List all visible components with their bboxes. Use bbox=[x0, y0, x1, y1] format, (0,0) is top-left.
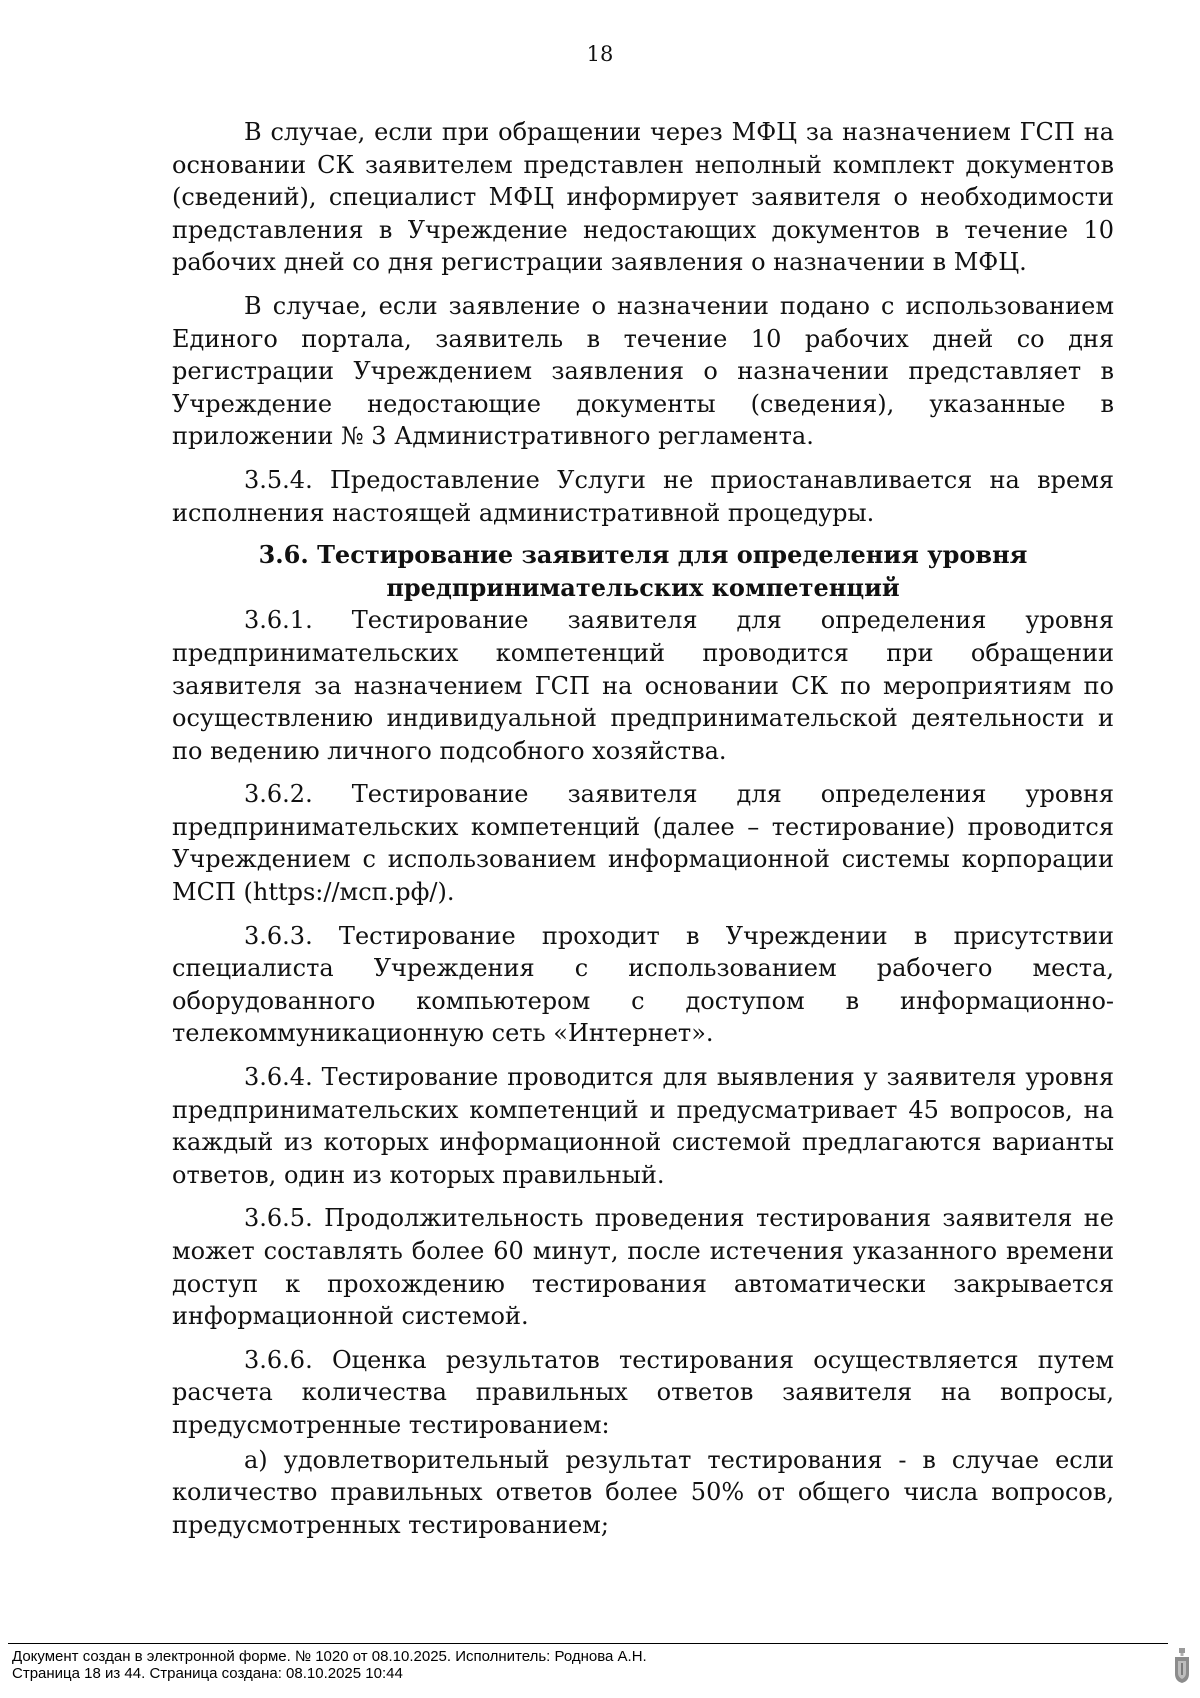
paragraph-3-6-4: 3.6.4. Тестирование проводится для выявления у заявителя уровня предпринимательских компетенций и предусматривает 45 вопросов, на каждый из которых информационной системой предлагаются варианты ответов, один из которых правильный. bbox=[172, 1063, 1114, 1189]
paragraph-mfc-incomplete-documents: В случае, если при обращении через МФЦ за назначением ГСП на основании СК заявителем представлен неполный комплект документов (сведений), специалист МФЦ информирует заявителя о необходимости представления в Учреждение недостающих документов в течение 10 рабочих дней со дня регистрации заявления о назначении в МФЦ. bbox=[172, 118, 1114, 277]
section-heading-line-2: предпринимательских компетенций bbox=[386, 572, 900, 602]
paragraph-3-6-1: 3.6.1. Тестирование заявителя для определения уровня предпринимательских компетенций проводится при обращении заявителя за назначением ГСП на основании СК по мероприятиям по осуществлению индивидуальной предпринимательской деятельности и по ведению личного подсобного хозяйства. bbox=[172, 606, 1114, 765]
document-footer bbox=[12, 1648, 647, 1682]
paragraph-3-6-2: 3.6.2. Тестирование заявителя для определения уровня предпринимательских компетенций (далее – тестирование) проводится Учреждением с использованием информационной системы корпорации МСП (https://мсп.рф/). bbox=[172, 780, 1114, 907]
paragraph-3-6-5: 3.6.5. Продолжительность проведения тестирования заявителя не может составлять более 60 минут, после истечения указанного времени доступ к прохождению тестирования автоматически закрывается информационной системой. bbox=[172, 1204, 1114, 1331]
paragraph-3-6-3: 3.6.3. Тестирование проходит в Учреждении в присутствии специалиста Учреждения с использованием рабочего места, оборудованного компьютером с доступом в информационно-телекоммуникационную сеть «Интернет». bbox=[172, 921, 1114, 1048]
paragraph-3-6-6-a: а) удовлетворительный результат тестирования - в случае если количество правильных ответов более 50% от общего числа вопросов, предусмотренных тестированием; bbox=[172, 1445, 1114, 1539]
paragraph-single-portal: В случае, если заявление о назначении подано с использованием Единого портала, заявитель в течение 10 рабочих дней со дня регистрации Учреждением заявления о назначении представляет в Учреждение недостающие документы (сведения), указанные в приложении № 3 Административного регламента. bbox=[172, 291, 1114, 451]
paragraph-3-5-4: 3.5.4. Предоставление Услуги не приостанавливается на время исполнения настоящей административной процедуры. bbox=[172, 465, 1114, 527]
section-heading-3-6 bbox=[172, 539, 1114, 604]
paragraph-3-6-6: 3.6.6. Оценка результатов тестирования осуществляется путем расчета количества правильных ответов заявителя на вопросы, предусмотренные тестированием: bbox=[172, 1345, 1114, 1439]
footer-line-page-info: Страница 18 из 44. Страница создана: 08.10.2025 10:44 bbox=[12, 1665, 403, 1682]
footer-line-document-info: Документ создан в электронной форме. № 1020 от 08.10.2025. Исполнитель: Роднова А.Н. bbox=[12, 1648, 647, 1665]
section-heading-line-1: 3.6. Тестирование заявителя для определения уровня bbox=[258, 540, 1028, 570]
document-body bbox=[172, 116, 1114, 1541]
coat-of-arms-icon bbox=[1172, 1648, 1192, 1684]
page-number: 18 bbox=[586, 42, 614, 66]
footer-divider bbox=[8, 1643, 1168, 1644]
